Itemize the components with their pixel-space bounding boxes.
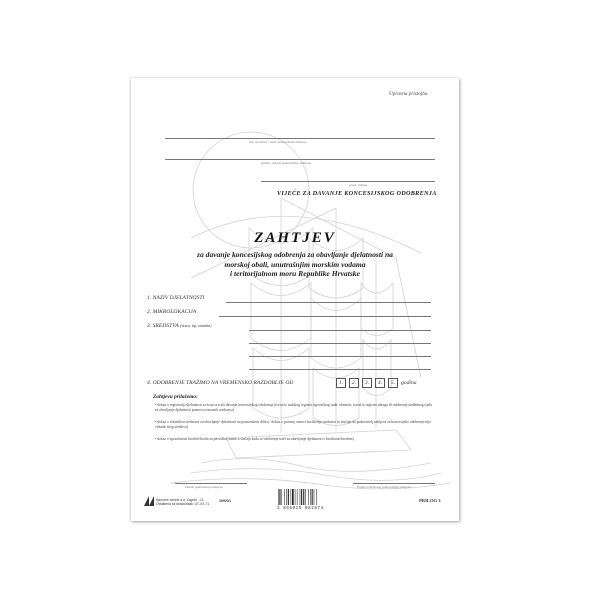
applicant-line[interactable] [165,138,435,139]
barcode-bar [291,489,292,505]
barcode-bar [310,489,311,505]
subtitle-line: morskoj obali, unutrašnjim morskim vodama [224,259,366,269]
barcode-bar [300,489,301,505]
equipment-input-line-3[interactable] [249,356,431,357]
barcode-bar [297,489,298,505]
field-name: NAZIV DJELATNOSTI [152,295,205,301]
form-sheet [131,78,459,521]
barcode-bar [317,489,318,505]
barcode-bar [301,489,302,505]
microlocation-input-line[interactable] [219,316,431,317]
equipment-input-line-1[interactable] [249,330,431,331]
barcode-bar [303,489,304,505]
authority-label: Upravna pristojba [389,91,428,97]
field-hint: (vrsta, tip, oznaka) [179,323,212,328]
period-unit: godina [401,380,417,386]
equipment-input-line-4[interactable] [249,369,431,370]
barcode-bar [278,489,279,505]
year-option-1[interactable]: 1. [336,378,346,388]
publisher-logo-icon [144,496,154,506]
city-caption: grad / općina [349,183,368,187]
address-caption: (prebiv. adresa podnositelja zahtjeva [261,161,311,165]
applicant-caption: ime i prezime / naziv podnositelja zahtjeva [249,140,307,144]
item-code: 109201 [219,499,231,503]
barcode-bar [295,489,296,505]
city-line[interactable] [261,181,435,182]
year-option-3[interactable]: 3. [362,378,372,388]
field-name: MIKROLOKACIJA [152,309,197,315]
barcode-bar [288,489,289,505]
equipment-input-line-2[interactable] [249,343,431,344]
barcode-icon [277,489,335,505]
field-name: SREDSTVA [152,323,179,329]
subtitle-line: za davanje koncesijskog odobrenja za obavljanje djelatnosti na [197,250,393,259]
field-number: 4. [147,380,152,386]
applicant-signature-caption: Potpis ovlaštenog podnositelja zahtjeva [357,485,411,489]
applicant-signature-line[interactable] [353,483,435,484]
field-microlocation-label [147,309,196,315]
document-subtitle [171,250,419,279]
year-option-5[interactable]: 5. [388,378,398,388]
year-option-2[interactable]: 2. [349,378,359,388]
period-label [147,380,293,386]
field-equipment-label [147,323,212,329]
field-number: 2. [147,309,152,315]
subtitle-line: i teritorijalnom moru Republike Hrvatske [230,269,360,279]
annex-label: PRILOG 3 [419,498,441,503]
date-signature-line[interactable] [175,483,247,484]
attachment-item: • dokaz o vlasništvu sredstava za obavljanje djelatnosti na pomorskom dobru / dokaz o pravnoj osnovi korištenja sredstava (u slučaju da podnositelj zahtjeva za koncesijsko odobrenje nije vlasnik istog sredstva) [155,420,431,429]
barcode-bar [308,489,309,505]
barcode-bar [279,489,280,505]
barcode-bar [286,489,287,505]
barcode-bar [305,489,306,505]
field-number: 1. [147,295,152,301]
date-signature-caption: Datum podnošenja zahtjeva [185,485,223,489]
attachment-item: • dokaz o registraciji djelatnosti za koju se traži davanje koncesijskog odobrenja (izvod iz sudskog registra trgovačkog suda, obrtnica, izvod iz registra udruga ili odobrenje nadležnog tijela za obavljanje djelatnosti pomoću osnovnih sredstava) [155,403,432,412]
publisher-info: Narodne novine d.d. Zagreb - 11 Ovlaštena za izradu/tisak: UT-XX-71 [156,498,210,507]
year-option-4[interactable]: 4. [375,378,385,388]
document-title: ZAHTJEV [254,230,336,246]
field-activity-label [147,295,204,301]
field-number: 3. [147,323,152,329]
period-text: ODOBRENJE TRAŽIMO NA VREMENSKO RAZDOBLJE OD [152,380,294,386]
council-heading: VIJEĆE ZA DAVANJE KONCESIJSKOG ODOBRENJA [277,190,437,197]
barcode-bar [282,489,283,505]
barcode-number: 3 856015 082874 [277,507,324,511]
attachment-item: • dokaz o sposobnosti brodice/broda za plovidbu (samo u slučaju kada se odobrenje traži za obavljanje djelatnosti s brodicom/brodom) [155,437,354,441]
attachments-title: Zahtjevu prilažemo: [153,394,198,400]
barcode-bar [284,489,285,505]
barcode-bar [312,489,313,505]
barcode-bar [292,489,294,505]
activity-input-line[interactable] [226,302,431,303]
address-line[interactable] [165,159,435,160]
barcode-bar [314,489,315,505]
